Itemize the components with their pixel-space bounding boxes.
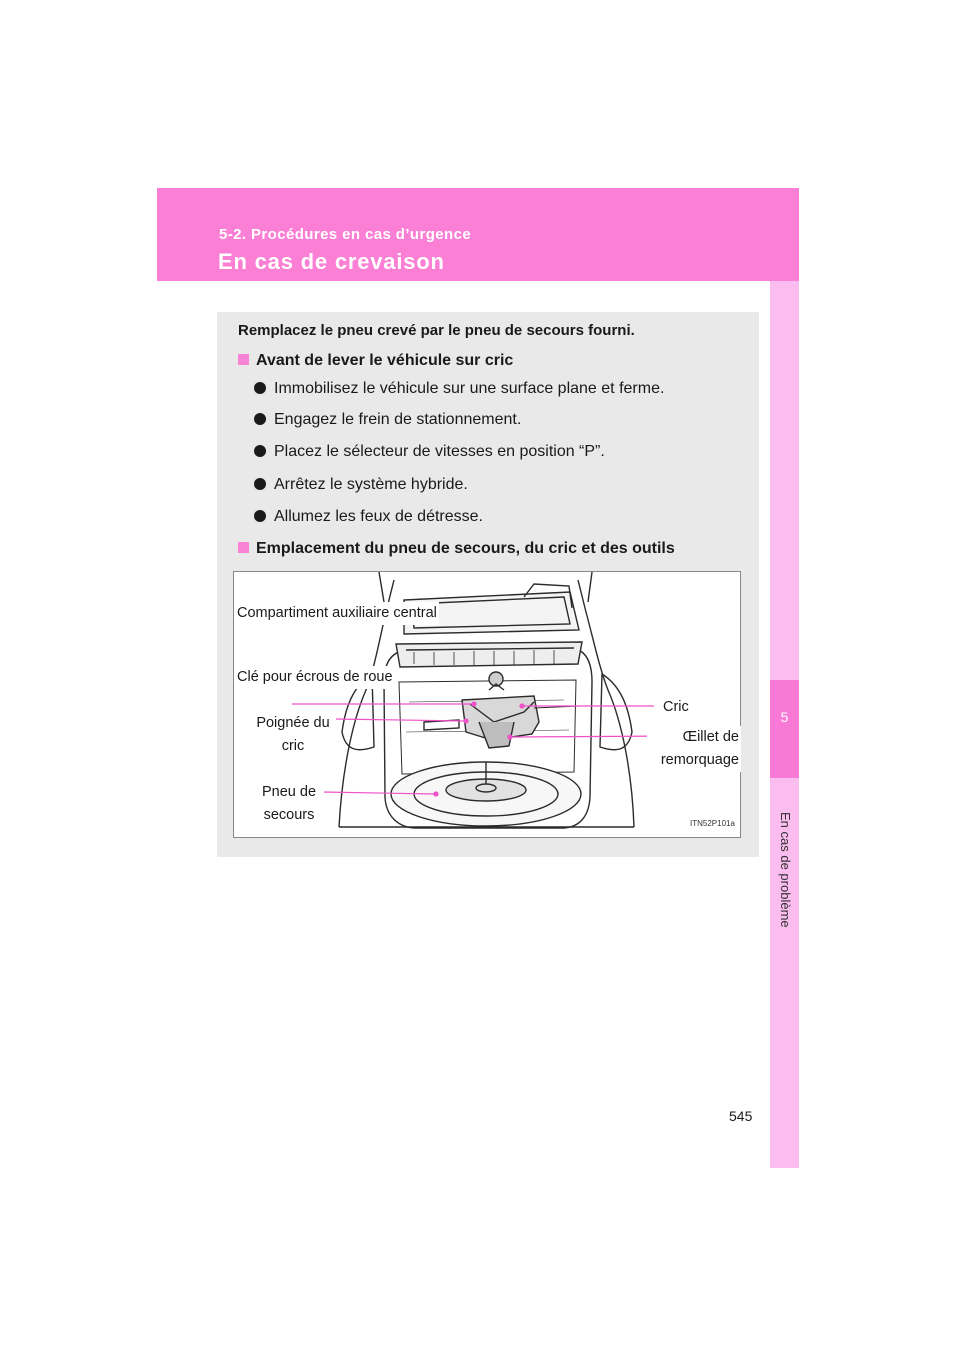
heading-location: [238, 540, 675, 558]
bullet-text: Placez le sélecteur de vitesses en position “P”.: [274, 443, 605, 460]
label-jack: Cric: [661, 696, 691, 719]
heading-location-text: Emplacement du pneu de secours, du cric et des outils: [256, 540, 675, 557]
trunk-illustration: [233, 571, 741, 838]
bullet-item: [254, 380, 664, 398]
heading-before-jacking: [238, 352, 513, 370]
label-wrench: Clé pour écrous de roue: [235, 666, 395, 689]
bullet-dot-icon: [254, 510, 266, 522]
bullet-item: [254, 508, 483, 526]
heading-before-jacking-text: Avant de lever le véhicule sur cric: [256, 352, 514, 369]
bullet-dot-icon: [254, 382, 266, 394]
intro-text: Remplacez le pneu crevé par le pneu de secours fourni.: [238, 322, 635, 339]
square-bullet-icon: [238, 354, 249, 365]
bullet-item: [254, 411, 521, 429]
bullet-text: Allumez les feux de détresse.: [274, 508, 483, 525]
bullet-item: [254, 476, 468, 494]
bullet-dot-icon: [254, 413, 266, 425]
bullet-dot-icon: [254, 478, 266, 490]
chapter-name: En cas de problème: [778, 812, 793, 928]
square-bullet-icon: [238, 542, 249, 553]
chapter-number: 5: [780, 709, 789, 725]
bullet-text: Engagez le frein de stationnement.: [274, 411, 522, 428]
bullet-dot-icon: [254, 445, 266, 457]
bullet-item: [254, 443, 605, 461]
label-towing-eyelet: Œillet de remorquage: [647, 726, 741, 772]
bullet-text: Arrêtez le système hybride.: [274, 476, 468, 493]
bullet-text: Immobilisez le véhicule sur une surface plane et ferme.: [274, 380, 665, 397]
page-number: 545: [729, 1108, 753, 1124]
label-compartment: Compartiment auxiliaire central: [235, 602, 439, 625]
page-title: En cas de crevaison: [218, 249, 445, 274]
label-jack-handle: Poignée du cric: [251, 712, 335, 758]
section-label: 5-2. Procédures en cas d’urgence: [219, 226, 472, 243]
figure-code: ITN52P101a: [690, 819, 735, 828]
label-spare-tire: Pneu de secours: [254, 781, 324, 827]
chapter-tab-active[interactable]: [770, 680, 799, 778]
